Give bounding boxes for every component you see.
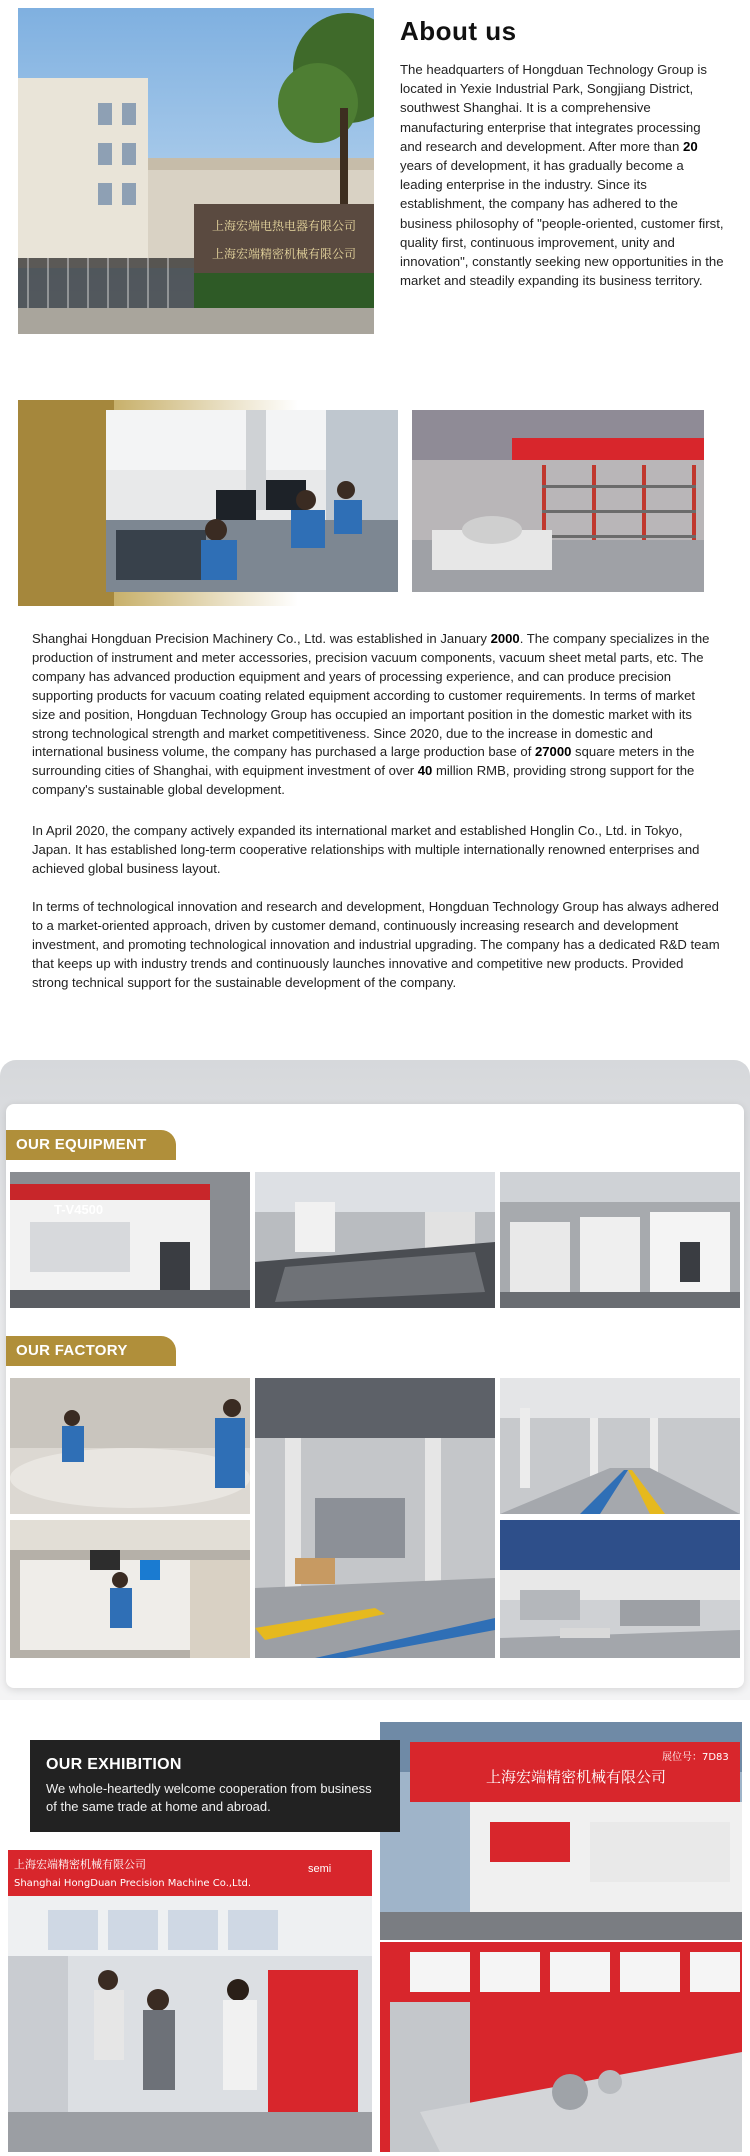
exhibition-booth-photo-right-top — [380, 1722, 742, 1940]
booth1-sign-text: 上海宏端精密机械有限公司 — [14, 1858, 146, 1871]
exhibition-text: We whole-heartedly welcome cooperation from business of the same trade at home and abroad. — [46, 1781, 372, 1814]
factory-photo-2 — [255, 1378, 495, 1658]
exhibition-title: OUR EXHIBITION — [46, 1756, 182, 1773]
about-text-part1: The headquarters of Hongduan Technology Group is located in Yexie Industrial Park, Songjiang District, southwest Shanghai. It is a comprehensive manufacturing enterprise that integrates processing and research and development. After more than — [400, 62, 707, 154]
booth2-number: 展位号：7D83 — [662, 1752, 729, 1763]
building-sign-text-2: 上海宏端精密机械有限公司 — [211, 247, 357, 261]
equipment-tag: OUR EQUIPMENT — [6, 1130, 176, 1160]
office-photo — [106, 410, 398, 592]
building-sign-text-1: 上海宏端电热电器有限公司 — [211, 219, 357, 233]
warehouse-photo — [412, 410, 704, 592]
equipment-photo-1 — [10, 1172, 250, 1308]
semi-logo-text: semi — [308, 1863, 332, 1875]
company-invest: 40 — [417, 763, 433, 779]
factory-photo-5 — [500, 1520, 740, 1658]
about-title: About us — [400, 16, 517, 46]
exhibition-booth-photo-left — [8, 1850, 372, 2152]
company-area: 27000 — [534, 744, 572, 760]
exhibition-caption-box — [30, 1740, 400, 1832]
booth2-sign-text: 上海宏端精密机械有限公司 — [485, 1768, 667, 1786]
company-paragraph-2: In April 2020, the company actively expanded its international market and established Honglin Co., Ltd. in Tokyo, Japan. It has established long-term cooperative relationships with multiple internationally renowned enterprises and achieved global business layout. — [32, 823, 700, 876]
gold-accent-block — [18, 400, 114, 606]
company-text-b: . The company specializes in the production of instrument and meter accessories, precision vacuum components, vacuum sheet metal parts, etc. The company has advanced production equipment and years of processing experience, and can produce precision supporting products for vacuum coating related equipment according to customer requirements. In terms of market size and position, Hongduan Technology Group has occupied an important position in the domestic market with its strong technological strength and market competitiveness. Since 2020, due to the increase in domestic and international business volume, the company has purchased a large production base of — [32, 631, 710, 760]
equipment-photo-2 — [255, 1172, 495, 1308]
about-text — [400, 60, 725, 290]
company-text-d: million RMB, providing strong support for the company's sustainable global development. — [32, 763, 695, 798]
about-years: 20 — [682, 138, 698, 154]
headquarters-photo — [18, 8, 374, 334]
company-paragraph-1 — [32, 630, 720, 800]
booth1-sign-english: Shanghai HongDuan Precision Machine Co.,Ltd. — [14, 1878, 252, 1889]
company-text-c: square meters in the surrounding cities of Shanghai, with equipment investment of over — [32, 744, 695, 779]
factory-photo-3 — [500, 1378, 740, 1514]
company-text-a: Shanghai Hongduan Precision Machinery Co., Ltd. was established in January — [32, 631, 491, 646]
company-year: 2000 — [490, 631, 520, 646]
machine-label: T-V4500 — [54, 1202, 104, 1217]
about-text-part2: years of development, it has gradually become a leading enterprise in the industry. Since its establishment, the company has adhered to the business philosophy of "people-oriented, customer first, quality first, continuous improvement, unity and innovation", constantly seeking new opportunities in the market and steadily expanding its business territory. — [400, 158, 724, 289]
company-paragraph-3: In terms of technological innovation and research and development, Hongduan Technology Group has always adhered to a market-oriented approach, driven by customer demand, continuously increasing research and development investment, and promoting technological innovation and industrial upgrading. The company has a dedicated R&D team that keeps up with industry trends and continuously launches innovative and competitive new products. Provided strong technical support for the sustainable development of the company. — [32, 899, 720, 990]
factory-photo-4 — [10, 1520, 250, 1658]
equipment-photo-3 — [500, 1172, 740, 1308]
factory-photo-1 — [10, 1378, 250, 1514]
factory-tag: OUR FACTORY — [6, 1336, 176, 1366]
exhibition-booth-photo-right-bottom — [380, 1942, 742, 2152]
